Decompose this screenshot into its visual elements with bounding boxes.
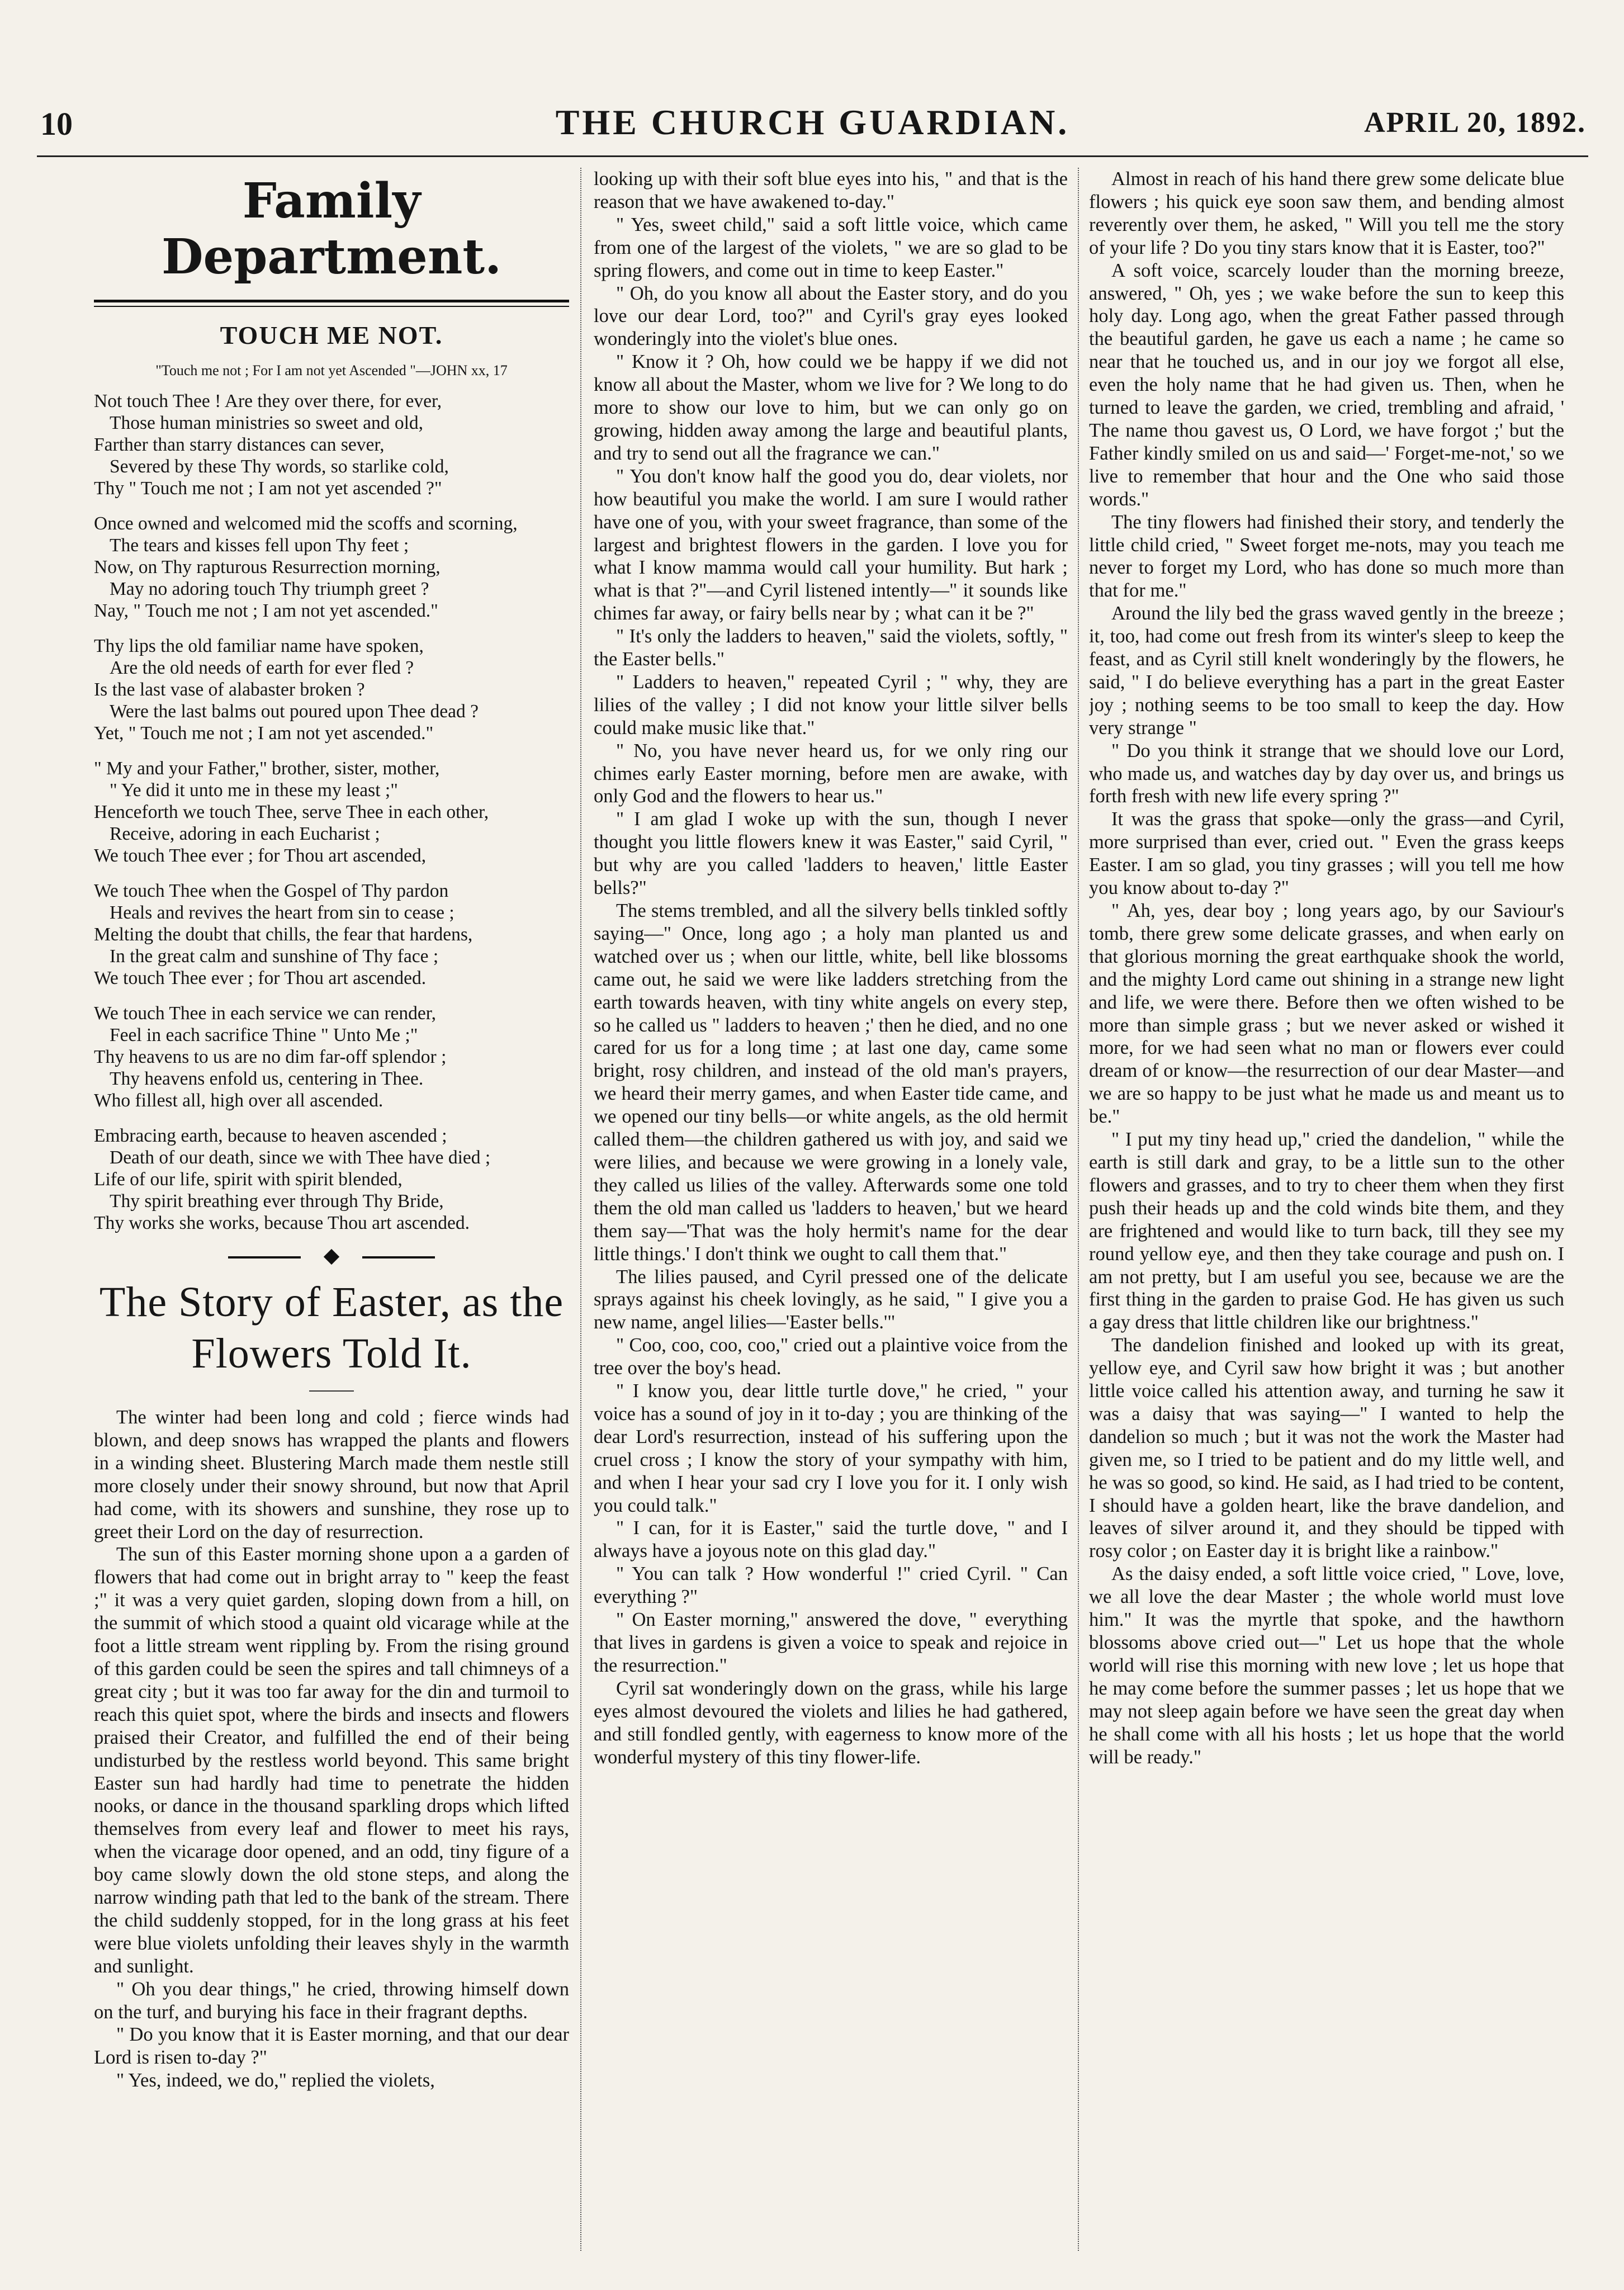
- story-paragraph: " I can, for it is Easter," said the turtle dove, " and I always have a joyous note on this glad day.": [594, 1517, 1068, 1562]
- ornament-bar-left: [228, 1256, 301, 1258]
- header-rule: [37, 155, 1588, 157]
- poem-stanza: [94, 758, 569, 867]
- story-paragraph: " You don't know half the good you do, dear violets, nor how beautiful you make the world. I am sure I would rather have one of you, with your sweet fragrance, than some of the largest and brightest flowers in the garden. I love you for what I know mamma would call your humility. But hark ; what is that ?"—and Cyril listened intently—" it sounds like chimes far away, or fairy bells near by ; what can it be ?": [594, 465, 1068, 624]
- column-divider: [1078, 168, 1079, 2251]
- column-2: [594, 168, 1068, 2251]
- poem-line: Not touch Thee ! Are they over there, for ever,: [94, 391, 442, 411]
- story-paragraph: A soft voice, scarcely louder than the morning breeze, answered, " Oh, yes ; we wake before the sun to keep this holy day. Long ago, when the great Father passed through the beautiful garden, he gave us each a name ; he came so near that he touched us, and in our joy we forgot all else, even the holy name that he had given us. Then, when he turned to leave the garden, we cried, trembling and afraid, ' The name thou gavest us, O Lord, we have forgot ;' but the Father kindly smiled on us and said—' Forget-me-not,' so we live to remember that hour and the One who said those words.": [1089, 259, 1564, 510]
- poem-line: Thy heavens to us are no dim far-off splendor ;: [94, 1047, 447, 1067]
- poem-line: " My and your Father," brother, sister, mother,: [94, 758, 440, 779]
- column-divider: [580, 168, 581, 2251]
- story-paragraph: " Yes, indeed, we do," replied the violets,: [116, 2070, 435, 2092]
- story-paragraph: " Yes, sweet child," said a soft little voice, which came from one of the largest of the violets, " we are so glad to be spring flowers, and come out in time to keep Easter.": [594, 214, 1068, 281]
- poem-line: We touch Thee ever ; for Thou art ascended,: [94, 845, 427, 866]
- poem-line: Farther than starry distances can sever,: [94, 434, 385, 455]
- story-title-line-2: Flowers Told It.: [191, 1330, 472, 1377]
- story-text-col3: [1089, 168, 1564, 1768]
- poem-stanza: [94, 1002, 569, 1111]
- issue-date: APRIL 20, 1892.: [1364, 107, 1586, 139]
- story-title: [94, 1276, 569, 1379]
- story-paragraph: " Know it ? Oh, how could we be happy if we did not know all about the Master, whom we live for ? We long to do more to show our love to him, but we can only go on growing, hidden away among the large and beautiful plants, and try to send out all the fragrance we can.": [594, 351, 1068, 464]
- poem-line: Feel in each sacrifice Thine " Unto Me ;": [110, 1025, 418, 1045]
- poem-stanza: [94, 513, 569, 622]
- story-paragraph: It was the grass that spoke—only the grass—and Cyril, more surprised than ever, cried out. " Even the grass keeps Easter. I am so glad, you tiny grasses ; will you tell me how you know about to-day ?": [1089, 808, 1564, 899]
- poem-line: Are the old needs of earth for ever fled ?: [110, 657, 414, 678]
- poem-line: " Ye did it unto me in these my least ;": [110, 780, 398, 801]
- poem-stanza: [94, 1125, 569, 1234]
- column-3: [1089, 168, 1564, 2251]
- poem-line: Once owned and welcomed mid the scoffs and scorning,: [94, 513, 518, 534]
- ornament-diamond: [324, 1249, 339, 1265]
- poem-stanza: [94, 390, 569, 499]
- story-paragraph: " Oh you dear things," he cried, throwing himself down on the turf, and burying his face in their fragrant depths.: [94, 1978, 569, 2023]
- story-paragraph: looking up with their soft blue eyes into his, " and that is the reason that we have awakened to-day.": [594, 168, 1068, 212]
- story-paragraph: As the daisy ended, a soft little voice cried, " Love, love, we all love the dear Master ; the whole world must love him." It was the myrtle that spoke, and the hawthorn blossoms above cried out—" Let us hope that the whole world will rise this morning with new love ; let us hope that he may come before the summer passes ; let us hope that we may not sleep again before we have seen the great day when he shall come with all his hosts ; let us hope that the world will be ready.": [1089, 1563, 1564, 1768]
- story-text-col1: [94, 1406, 569, 2092]
- column-1: [94, 168, 569, 2251]
- story-paragraph: Cyril sat wonderingly down on the grass, while his large eyes almost devoured the violets and lilies he had gathered, and still fondled gently, with eagerness to know more of the wonderful mystery of this tiny flower-life.: [594, 1677, 1068, 1768]
- story-paragraph: " It's only the ladders to heaven," said the violets, softly, " the Easter bells.": [594, 626, 1068, 670]
- poem-line: Henceforth we touch Thee, serve Thee in each other,: [94, 802, 489, 822]
- page-number: 10: [40, 106, 73, 142]
- story-paragraph: " On Easter morning," answered the dove, " everything that lives in gardens is given a voice to speak and rejoice in the resurrection.": [594, 1609, 1068, 1676]
- poem-line: Is the last vase of alabaster broken ?: [94, 679, 365, 700]
- story-paragraph: The stems trembled, and all the silvery bells tinkled softly saying—" Once, long ago ; a holy man planted us and watched over us ; when our little, white, bell like blossoms came out, he said we were like ladders stretching from the earth towards heaven, with tiny white angels on every step, so he called us " ladders to heaven ;' then he died, and no one cared for us for a long time ; at last one day, came some bright, rosy children, and instead of the old man's prayers, we heard their merry games, and when Easter tide came, and we opened our tiny bells—or white angels, as the old hermit called them—the children gathered us with joy, and said we were lilies, and because we were growing in a lonely vale, they called us lilies of the valley. Afterwards some one told them the old man called us 'ladders to heaven,' but we heard them say—'That was the holy hermit's name for the dear little things.' I don't think we ought to call them that.": [594, 900, 1068, 1265]
- title-short-rule: [309, 1390, 354, 1392]
- poem-line: The tears and kisses fell upon Thy feet ;: [110, 535, 409, 556]
- poem-stanza: [94, 880, 569, 989]
- poem-line: Thy heavens enfold us, centering in Thee.: [110, 1068, 424, 1089]
- story-paragraph: " Oh, do you know all about the Easter story, and do you love our dear Lord, too?" and Cyril's gray eyes looked wonderingly into the violet's blue ones.: [594, 282, 1068, 350]
- poem-stanza: [94, 635, 569, 744]
- poem-line: Thy spirit breathing ever through Thy Bride,: [110, 1191, 444, 1212]
- story-paragraph: The sun of this Easter morning shone upon a a garden of flowers that had come out in bright array to " keep the feast ;" it was a very quiet garden, sloping down from a hill, on the summit of which stood a quaint old vicarage while at the foot a little stream went rippling by. From the rising ground of this garden could be seen the spires and tall chimneys of a great city ; but it was too far away for the din and turmoil to reach this quiet spot, where the birds and insects and flowers praised their Creator, and fulfilled the end of their being undisturbed by the restless world beyond. This same bright Easter sun had hardly had time to penetrate the hidden nooks, or dance in the thousand sparkling drops which lifted themselves from every leaf and flower to meet his rays, when the vicarage door opened, and an odd, tiny figure of a boy came slowly down the old stone steps, and along the narrow winding path that led to the bank of the stream. There the child suddenly stopped, for in the long grass at his feet were blue violets unfolding their leaves shyly in the warmth and sunlight.: [94, 1544, 569, 1977]
- poem-body: [94, 390, 569, 1234]
- poem-line: Death of our death, since we with Thee have died ;: [110, 1147, 491, 1168]
- heading-rule-thin: [94, 306, 569, 307]
- story-paragraph: Almost in reach of his hand there grew some delicate blue flowers ; his quick eye soon saw them, and bending almost reverently over them, he asked, " Will you tell me the story of your life ? Do you tiny stars know that it is Easter, too?": [1089, 168, 1564, 258]
- story-title-line-1: The Story of Easter, as the: [99, 1279, 564, 1326]
- heading-rule-thick: [94, 300, 569, 302]
- ornament-bar-right: [362, 1256, 435, 1258]
- poem-line: Thy works she works, because Thou art ascended.: [94, 1213, 470, 1233]
- poem-line: We touch Thee when the Gospel of Thy pardon: [94, 881, 449, 901]
- poem-line: Receive, adoring in each Eucharist ;: [110, 824, 380, 844]
- story-paragraph: The lilies paused, and Cyril pressed one of the delicate sprays against his cheek lovingly, as he said, " I give you a new name, angel lilies—'Easter bells.'": [594, 1266, 1068, 1333]
- poem-line: We touch Thee in each service we can render,: [94, 1003, 436, 1024]
- story-paragraph: " Coo, coo, coo, coo," cried out a plaintive voice from the tree over the boy's head.: [594, 1335, 1068, 1379]
- story-paragraph: Around the lily bed the grass waved gently in the breeze ; it, too, had come out fresh from its winter's sleep to keep the feast, and as Cyril still knelt wonderingly by the flowers, he said, " I do believe everything has a part in the great Easter joy ; nothing seems to be too small to keep the day. How very strange ": [1089, 603, 1564, 739]
- story-paragraph: " You can talk ? How wonderful !" cried Cyril. " Can everything ?": [594, 1563, 1068, 1608]
- story-paragraph: " No, you have never heard us, for we only ring our chimes early Easter morning, before men are awake, with only God and the flowers to hear us.": [594, 740, 1068, 807]
- story-paragraph: The dandelion finished and looked up with its great, yellow eye, and Cyril saw how bright it was ; but another little voice called his attention away, and turning he saw it was a daisy that was saying—" I wanted to help the dandelion so much ; but it was not the work the Master had given me, so I tried to be patient and do my little well, and he was so good, so kind. He said, as I had tried to be content, I should have a golden heart, like the brave dandelion, and leaves of silver around it, and they should be tipped with rosy color ; on Easter day it is bright like a rainbow.": [1089, 1335, 1564, 1562]
- poem-line: Embracing earth, because to heaven ascended ;: [94, 1125, 447, 1146]
- story-paragraph: The tiny flowers had finished their story, and tenderly the little child cried, " Sweet forget me-nots, may you teach me never to forget my Lord, who has done so much more than that for me.": [1089, 511, 1564, 602]
- poem-line: Who fillest all, high over all ascended.: [94, 1090, 383, 1111]
- poem-line: Thy " Touch me not ; I am not yet ascended ?": [94, 478, 442, 499]
- story-paragraph: " Do you think it strange that we should love our Lord, who made us, and watches day by day over us, and brings us forth fresh with new life every spring ?": [1089, 740, 1564, 807]
- poem-line: Now, on Thy rapturous Resurrection morning,: [94, 557, 441, 578]
- poem-line: Life of our life, spirit with spirit blended,: [94, 1169, 403, 1190]
- poem-epigraph: "Touch me not ; For I am not yet Ascended "—JOHN xx, 17: [155, 362, 508, 378]
- poem-line: Thy lips the old familiar name have spoken,: [94, 636, 424, 656]
- poem-line: Those human ministries so sweet and old,: [110, 413, 424, 433]
- poem-line: We touch Thee ever ; for Thou art ascended.: [94, 968, 427, 988]
- story-paragraph: " Ladders to heaven," repeated Cyril ; " why, they are lilies of the valley ; I did not know your little silver bells could make music like that.": [594, 671, 1068, 739]
- story-paragraph: " I know you, dear little turtle dove," he cried, " your voice has a sound of joy in it to-day ; you are thinking of the dear Lord's resurrection, instead of his suffering upon the cruel cross ; I know the story of your sympathy with him, and when I hear your sad cry I love you for it. I only wish you could talk.": [594, 1380, 1068, 1516]
- poem-line: In the great calm and sunshine of Thy face ;: [110, 946, 439, 967]
- story-paragraph: " Ah, yes, dear boy ; long years ago, by our Saviour's tomb, there grew some delicate grasses, and when early on that glorious morning the great earthquake shook the world, and the mighty Lord came out shining in a strange new light and life, we were there. Before then we often wished to be more than simple grass ; but we never asked or wished it more, for we had seen what no man or flowers ever could dream of or know—the resurrection of our dear Master—and we are so happy to be just what he made us and meant us to be.": [1089, 900, 1564, 1128]
- story-text-col2: [594, 168, 1068, 1768]
- poem-line: Were the last balms out poured upon Thee dead ?: [110, 701, 479, 722]
- poem-line: Heals and revives the heart from sin to cease ;: [110, 902, 454, 923]
- story-paragraph: The winter had been long and cold ; fierce winds had blown, and deep snows has wrapped the plants and flowers in a winding sheet. Blustering March made them nestle still more closely under their snowy shround, but now that April had come, with its showers and sunshine, they rose up to greet their Lord on the day of resurrection.: [94, 1407, 569, 1543]
- section-ornament: [94, 1247, 569, 1267]
- department-heading: Family Department.: [161, 173, 502, 285]
- poem-title: TOUCH ME NOT.: [220, 321, 443, 349]
- story-paragraph: " I am glad I woke up with the sun, though I never thought you little flowers knew it was Easter," said Cyril, " but why are you called 'ladders to heaven,' little Easter bells?": [594, 808, 1068, 899]
- story-paragraph: " I put my tiny head up," cried the dandelion, " while the earth is still dark and gray, to be a little sun to the other flowers and grasses, and to try to cheer them when they first push their heads up and the cold winds bite them, and they are frightened and would like to turn back, till they see my round yellow eye, and then they take courage and push on. I am not pretty, but I am useful you see, because we are the first thing in the garden to praise God. He has given us such a gay dress that little children like our brightness.": [1089, 1129, 1564, 1333]
- poem-line: Nay, " Touch me not ; I am not yet ascended.": [94, 600, 438, 621]
- poem-line: Melting the doubt that chills, the fear that hardens,: [94, 924, 473, 945]
- story-paragraph: " Do you know that it is Easter morning, and that our dear Lord is risen to-day ?": [94, 2024, 569, 2069]
- poem-line: Severed by these Thy words, so starlike cold,: [110, 456, 449, 477]
- masthead: [37, 77, 1588, 161]
- publication-title: THE CHURCH GUARDIAN.: [555, 102, 1070, 142]
- poem-line: Yet, " Touch me not ; I am not yet ascended.": [94, 723, 434, 744]
- poem-line: May no adoring touch Thy triumph greet ?: [110, 579, 429, 599]
